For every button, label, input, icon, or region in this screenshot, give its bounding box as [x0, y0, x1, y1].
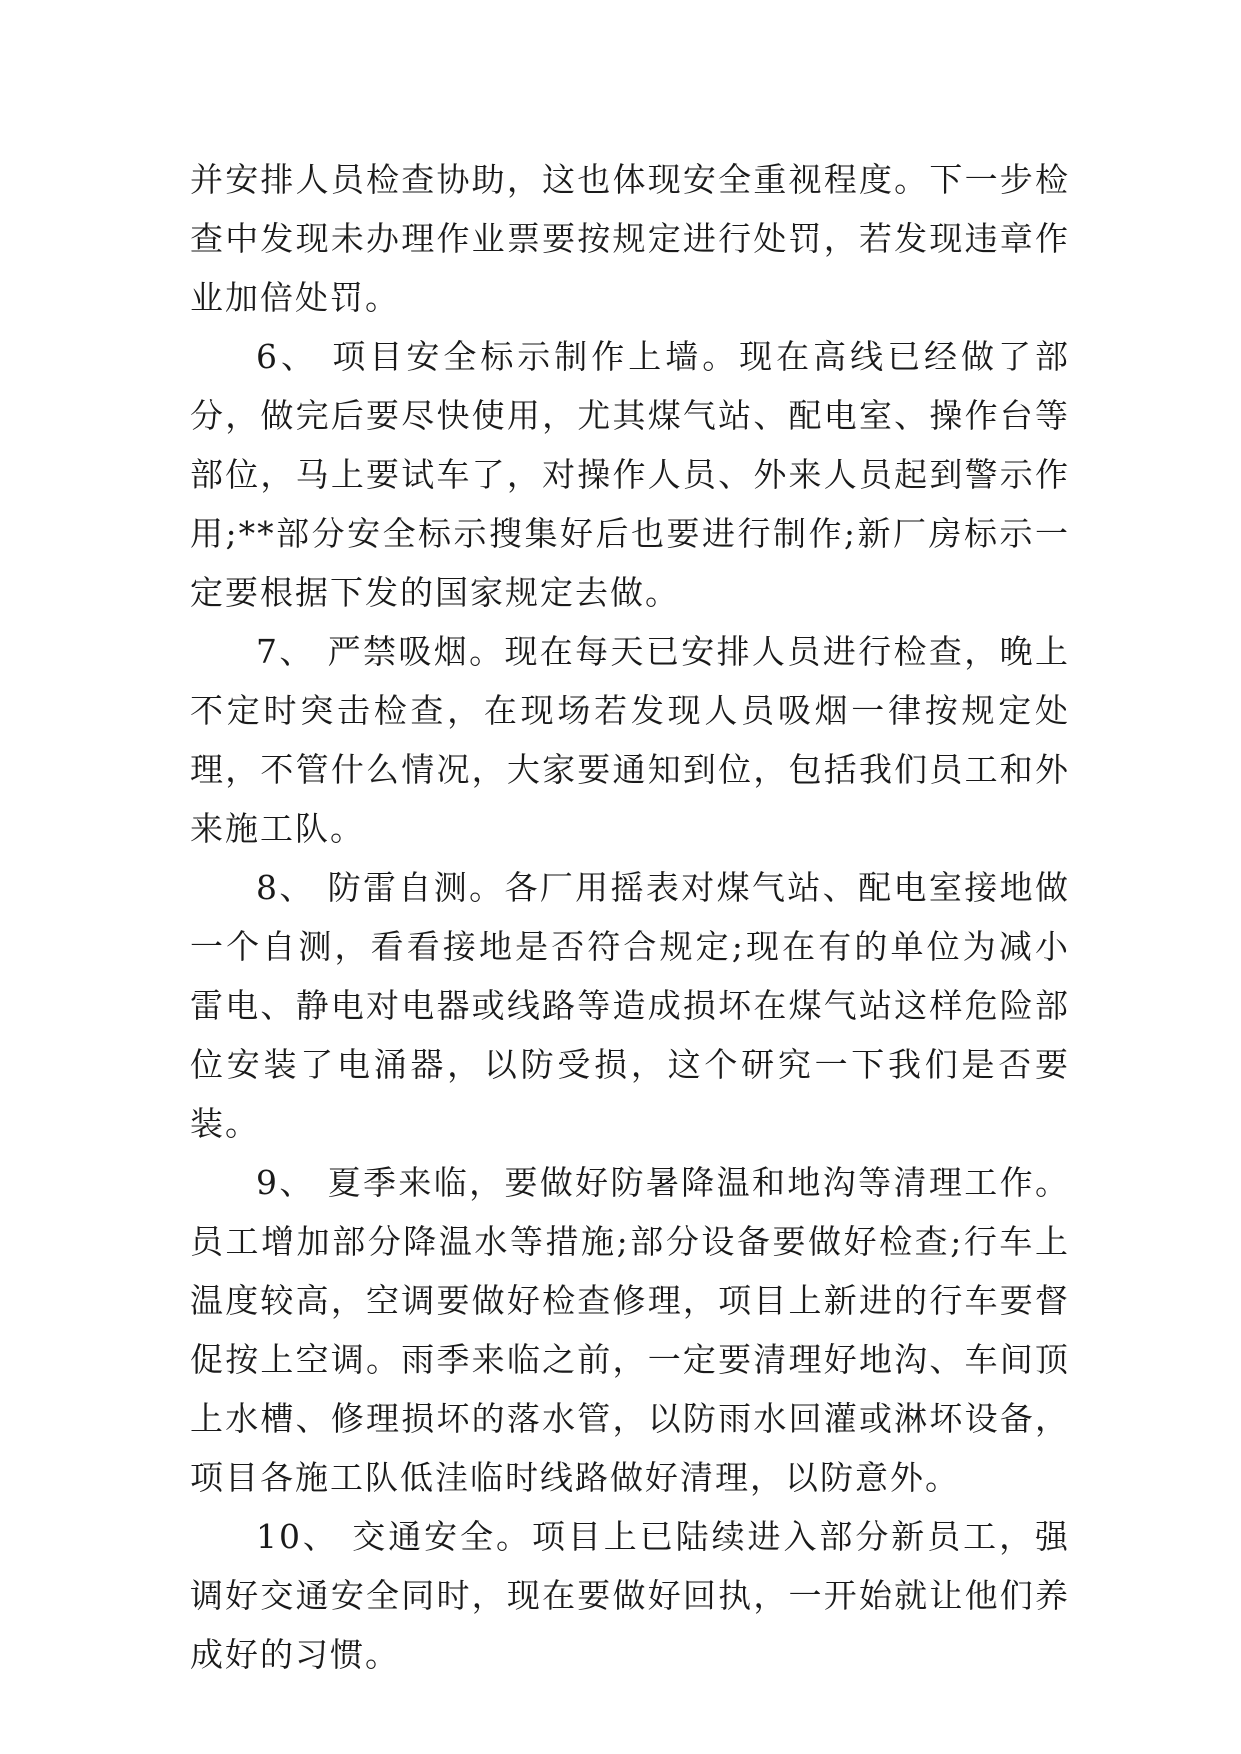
paragraph-item-9: 9、 夏季来临，要做好防暑降温和地沟等清理工作。员工增加部分降温水等措施;部分设备要做好检查;行车上温度较高，空调要做好检查修理，项目上新进的行车要督促按上空调。雨季来临之前，一定要清理好地沟、车间顶上水槽、修理损坏的落水管，以防雨水回灌或淋坏设备，项目各施工队低洼临时线路做好清理，以防意外。	[190, 1163, 1070, 1497]
document-body	[190, 150, 1070, 1684]
paragraph-item-10: 10、 交通安全。项目上已陆续进入部分新员工，强调好交通安全同时，现在要做好回执，一开始就让他们养成好的习惯。	[190, 1517, 1070, 1674]
paragraph-item-6: 6、 项目安全标示制作上墙。现在高线已经做了部分，做完后要尽快使用，尤其煤气站、配电室、操作台等部位，马上要试车了，对操作人员、外来人员起到警示作用;**部分安全标示搜集好后也要进行制作;新厂房标示一定要根据下发的国家规定去做。	[190, 337, 1070, 612]
paragraph-1: 并安排人员检查协助，这也体现安全重视程度。下一步检查中发现未办理作业票要按规定进行处罚，若发现违章作业加倍处罚。	[190, 160, 1070, 317]
paragraph-item-7: 7、 严禁吸烟。现在每天已安排人员进行检查，晚上不定时突击检查，在现场若发现人员吸烟一律按规定处理，不管什么情况，大家要通知到位，包括我们员工和外来施工队。	[190, 632, 1070, 848]
paragraph-item-8: 8、 防雷自测。各厂用摇表对煤气站、配电室接地做一个自测，看看接地是否符合规定;现在有的单位为减小雷电、静电对电器或线路等造成损坏在煤气站这样危险部位安装了电涌器，以防受损，这个研究一下我们是否要装。	[190, 868, 1070, 1143]
